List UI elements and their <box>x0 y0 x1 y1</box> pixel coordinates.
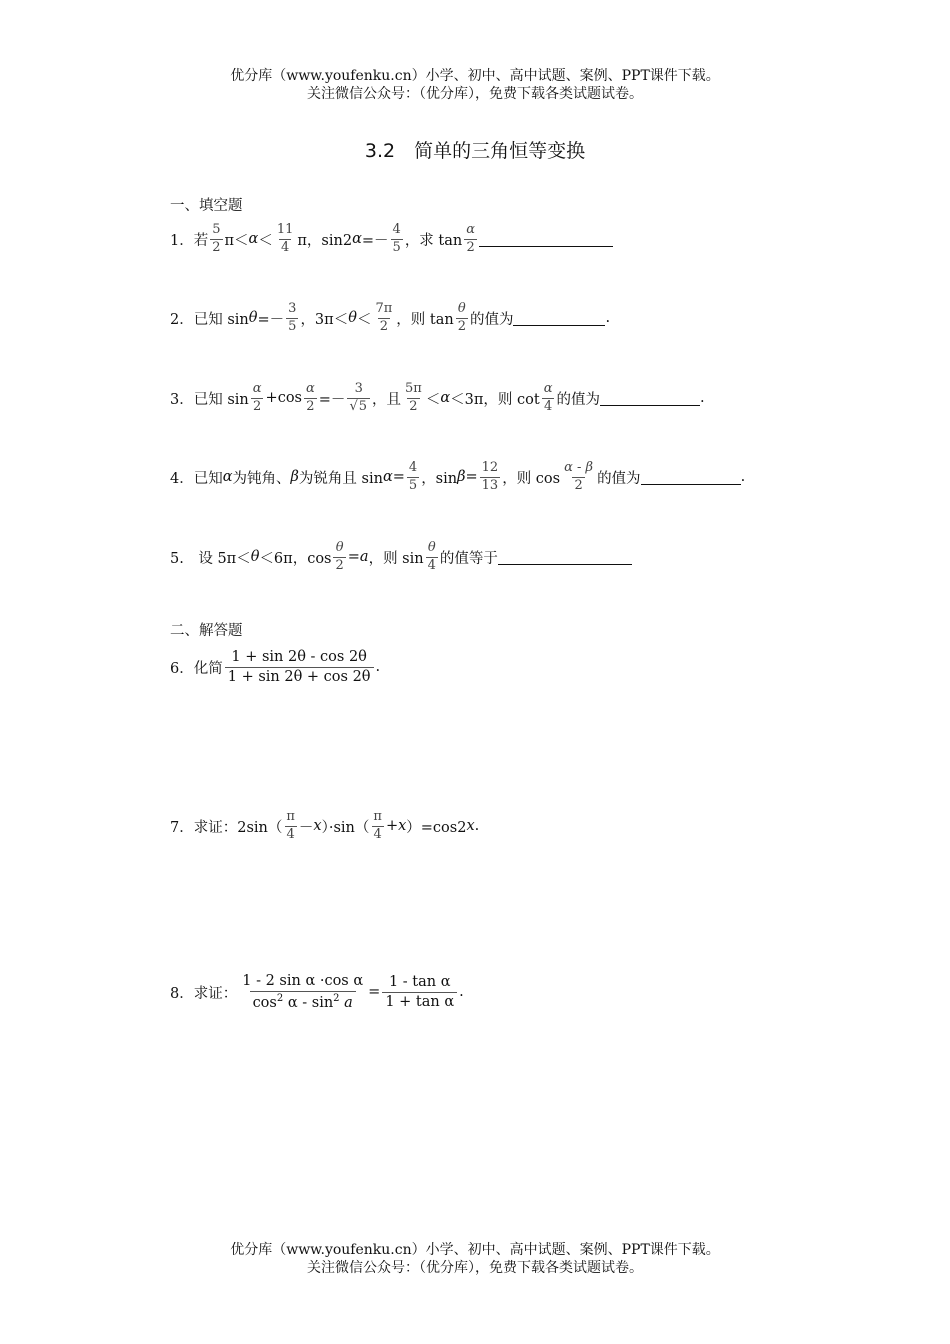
q5-text-3: = <box>347 549 360 566</box>
q1-f1-num: 5 <box>212 222 221 237</box>
q2-theta-2: θ <box>348 310 357 327</box>
q8-lden-exp-2: 2 <box>333 992 340 1004</box>
q4-fraction-12-13 <box>480 461 501 494</box>
q3-text-4: ＜ <box>425 391 441 408</box>
footer-line-2: 关注微信公众号：（优分库），免费下载各类试题试卷。 <box>307 1260 643 1276</box>
q8-right-denominator: 1 + tan α <box>382 992 457 1012</box>
q2-text-2: =－ <box>257 311 285 328</box>
q4-text-6: = <box>392 469 405 486</box>
q3-period: . <box>699 390 705 407</box>
q4-alpha-1: α <box>222 469 233 486</box>
q3-text-6: ＜3π，则 cot <box>450 391 540 408</box>
q5-f1-den: 2 <box>335 557 344 573</box>
q7-f2-num: π <box>373 809 382 824</box>
q3-f4-num: 5π <box>405 381 422 396</box>
question-8 <box>170 972 464 1012</box>
q7-text-4: + <box>385 818 399 835</box>
q1-fraction-alpha-2 <box>464 223 477 256</box>
q1-text-4: π，sin2 <box>297 232 353 249</box>
q1-text-7: ，求 tan <box>404 232 463 249</box>
q2-f1-num: 3 <box>288 301 297 316</box>
q1-f2-den: 4 <box>280 239 290 255</box>
q4-fraction-4-5 <box>407 461 419 494</box>
q3-text-1: +cos <box>265 390 302 407</box>
q4-fraction-alpha-minus-beta-2 <box>562 461 595 494</box>
q3-text-2: =－ <box>318 391 346 408</box>
q1-f4-num: α <box>466 222 476 237</box>
q1-f1-den: 2 <box>212 239 221 255</box>
q1-alpha-2: α <box>352 231 362 248</box>
q3-alpha: α <box>440 390 451 407</box>
q3-label: 3．已知 sin <box>170 391 249 408</box>
header-line-1: 优分库（www.youfenku.cn）小学、初中、高中试题、案例、PPT课件下载。 <box>230 68 720 84</box>
question-7 <box>170 810 479 843</box>
q7-x-3: x <box>466 818 475 835</box>
q8-right-numerator: 1 - tan α <box>388 973 451 990</box>
q4-f1-num: 4 <box>408 460 418 475</box>
q2-f2-den: 2 <box>379 318 388 334</box>
section-fill-in: 一、填空题 <box>170 198 243 214</box>
q4-text-10: ，则 cos <box>502 470 561 487</box>
q1-label: 1．若 <box>170 232 209 249</box>
q7-f1-den: 4 <box>286 826 295 842</box>
q1-text-6: =－ <box>361 232 389 249</box>
q2-f3-den: 2 <box>457 318 466 334</box>
sqrt-icon: √ <box>349 398 358 414</box>
question-4 <box>170 461 745 494</box>
q3-f2-num: α <box>306 381 315 396</box>
q8-equals: = <box>368 984 381 1001</box>
q1-f3-den: 5 <box>392 239 401 255</box>
q7-label: 7．求证：2sin（ <box>170 819 283 836</box>
q8-left-denominator <box>250 991 356 1013</box>
q2-text-3: ，3π＜ <box>300 311 349 328</box>
q2-fraction-7pi-2 <box>373 302 394 335</box>
q4-f3-num: α - β <box>564 460 594 475</box>
q4-period: . <box>740 469 746 486</box>
q5-f2-den: 4 <box>427 557 436 573</box>
q4-alpha-2: α <box>382 469 393 486</box>
q8-period: . <box>459 984 464 1001</box>
q6-fraction <box>225 648 374 686</box>
q2-label: 2．已知 sin <box>170 311 249 328</box>
q3-f3-num: 3 <box>354 381 363 396</box>
q5-var-a: a <box>359 549 369 566</box>
q2-answer-blank[interactable] <box>513 311 605 326</box>
q5-text-5: ，则 sin <box>368 550 424 567</box>
q2-f1-den: 5 <box>288 318 297 334</box>
q4-f2-den: 13 <box>481 477 499 493</box>
q7-text-3: ）·sin（ <box>321 819 370 836</box>
header-line-2: 关注微信公众号：（优分库），免费下载各类试题试卷。 <box>307 86 643 102</box>
q8-left-fraction <box>239 972 366 1012</box>
q7-x-2: x <box>398 818 407 835</box>
q1-f4-den: 2 <box>466 239 475 255</box>
question-6 <box>170 648 380 686</box>
q1-f3-num: 4 <box>392 222 401 237</box>
question-2 <box>170 302 610 335</box>
q8-lden-mid: α - sin <box>283 994 334 1011</box>
q3-fraction-5pi-2 <box>403 382 424 415</box>
q3-f3-den <box>347 398 370 415</box>
q1-answer-blank[interactable] <box>479 232 613 247</box>
q3-fraction-alpha-2-a <box>251 382 264 415</box>
q1-fraction-11-4 <box>275 223 296 256</box>
q4-beta-1: β <box>290 469 299 486</box>
q6-label: 6．化简 <box>170 660 223 677</box>
q3-f4-den: 2 <box>409 398 418 414</box>
q1-f2-num: 11 <box>276 222 294 237</box>
q2-text-7: 的值为 <box>469 311 514 328</box>
q5-text-2: ＜6π，cos <box>259 550 332 567</box>
q5-fraction-theta-2 <box>333 541 345 574</box>
q4-text-9: = <box>465 469 478 486</box>
q5-theta: θ <box>250 549 260 566</box>
q3-answer-blank[interactable] <box>600 391 700 406</box>
q3-text-7: 的值为 <box>556 391 600 408</box>
q4-text-4: 为锐角且 sin <box>298 470 383 487</box>
q5-label: 5. 设 5π＜ <box>170 550 251 567</box>
q2-fraction-3-5 <box>286 302 298 335</box>
q2-theta-1: θ <box>248 310 258 327</box>
q5-f1-num: θ <box>335 540 344 555</box>
q6-denominator: 1 + sin 2θ + cos 2θ <box>225 667 374 687</box>
footer-line-1: 优分库（www.youfenku.cn）小学、初中、高中试题、案例、PPT课件下载。 <box>230 1242 720 1258</box>
q2-text-6: ，则 tan <box>396 311 454 328</box>
q4-f1-den: 5 <box>408 477 418 493</box>
q1-fraction-5-2 <box>210 223 222 256</box>
question-3 <box>170 382 705 415</box>
q4-answer-blank[interactable] <box>641 470 741 485</box>
q5-fraction-theta-4 <box>426 541 438 574</box>
q1-text-1: π＜ <box>224 232 249 249</box>
q3-fraction-alpha-4 <box>542 382 555 415</box>
q2-f3-num: θ <box>457 301 466 316</box>
q3-f5-num: α <box>543 381 553 396</box>
q7-text-6: ）=cos2 <box>406 819 467 836</box>
page-title: 3.2 简单的三角恒等变换 <box>364 140 586 162</box>
q2-text-5: ＜ <box>356 311 372 328</box>
q7-fraction-pi-4-b <box>371 810 384 843</box>
q4-label: 4．已知 <box>170 470 223 487</box>
q2-fraction-theta-2 <box>456 302 468 335</box>
section-answer: 二、解答题 <box>170 623 243 639</box>
q3-f2-den: 2 <box>306 398 315 414</box>
q1-fraction-4-5 <box>391 223 403 256</box>
q7-f2-den: 4 <box>373 826 382 842</box>
q3-f1-num: α <box>252 381 262 396</box>
q8-left-numerator: 1 - 2 sin α ·cos α <box>242 973 364 989</box>
q4-text-11: 的值为 <box>597 470 641 487</box>
q7-period: . <box>474 818 480 835</box>
q2-f2-num: 7π <box>375 301 393 316</box>
q4-f3-den: 2 <box>574 477 583 493</box>
q7-text-1: － <box>298 819 314 836</box>
q4-text-7: ，sin <box>421 470 458 487</box>
q6-period: . <box>375 659 381 676</box>
q3-f5-den: 4 <box>543 398 553 414</box>
q5-answer-blank[interactable] <box>498 550 632 565</box>
question-1 <box>170 223 613 256</box>
q2-period: . <box>605 310 611 327</box>
q3-text-3: ，且 <box>372 391 402 408</box>
q8-lden-cos: cos <box>252 994 277 1011</box>
q7-fraction-pi-4-a <box>284 810 297 843</box>
question-5 <box>170 541 632 574</box>
q3-fraction-alpha-2-b <box>304 382 317 415</box>
q6-numerator: 1 + sin 2θ - cos 2θ <box>231 649 367 665</box>
q4-f2-num: 12 <box>481 460 499 475</box>
q8-lden-a: a <box>339 994 353 1011</box>
q4-text-2: 为钝角、 <box>232 470 291 487</box>
q3-f3-radicand: 5 <box>358 398 368 414</box>
q3-f1-den: 2 <box>253 398 262 414</box>
q3-fraction-3-sqrt5 <box>347 382 370 415</box>
q8-right-fraction <box>382 973 457 1011</box>
q7-f1-num: π <box>286 809 295 824</box>
q1-text-3: ＜ <box>258 232 273 249</box>
q8-label: 8．求证： <box>170 985 238 1002</box>
q8-lden-exp-1: 2 <box>276 992 284 1004</box>
q5-f2-num: θ <box>427 540 436 555</box>
q7-x-1: x <box>313 818 322 835</box>
q4-beta-2: β <box>457 469 466 486</box>
q1-alpha-1: α <box>248 231 259 248</box>
q5-text-6: 的值等于 <box>439 550 498 567</box>
